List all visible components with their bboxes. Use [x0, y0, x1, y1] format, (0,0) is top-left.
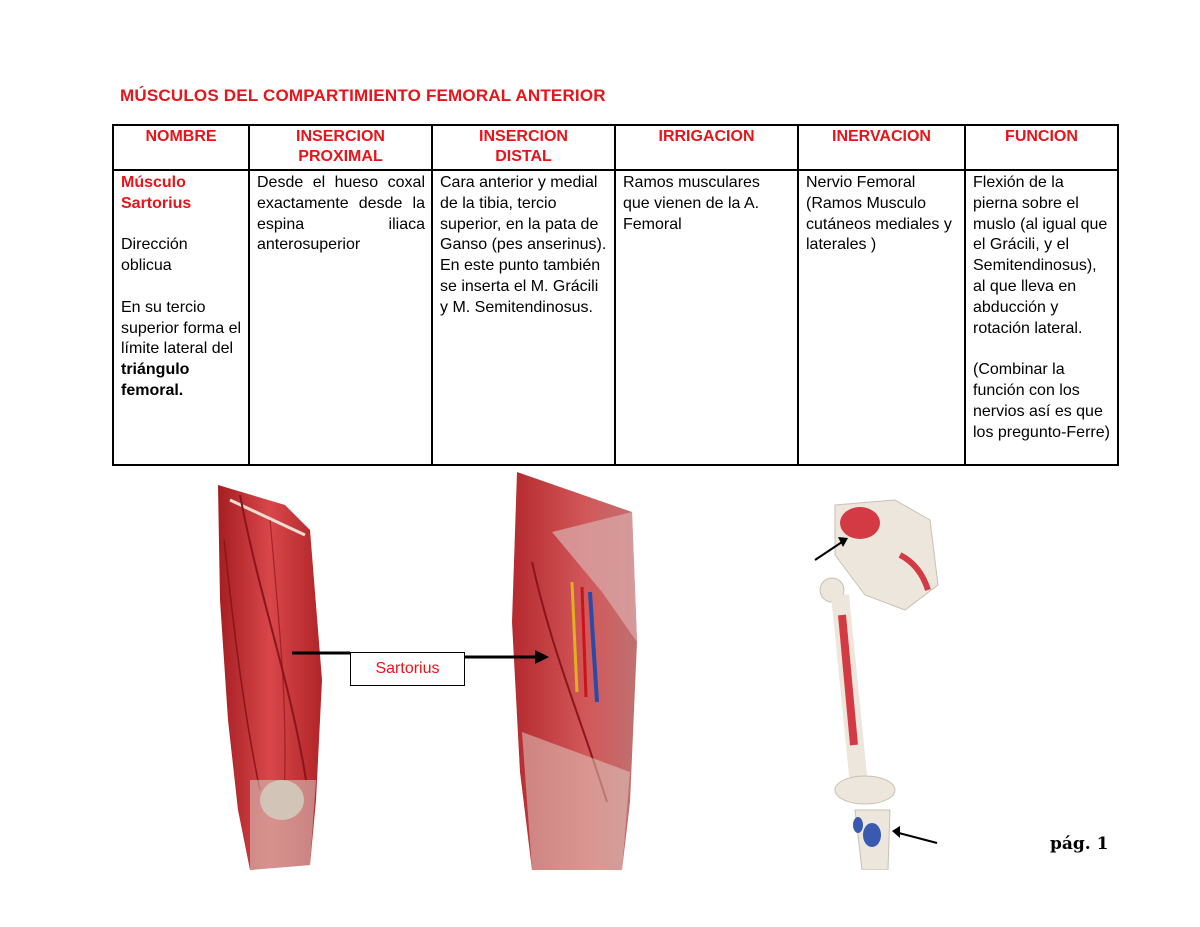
page-number: pág. 1 — [1050, 834, 1109, 854]
muscle-description-text: En su tercio superior forma el límite lateral del — [121, 298, 242, 358]
muscle-description — [121, 298, 242, 402]
muscle-name: Músculo Sartorius — [121, 174, 192, 212]
distal-text-1: Cara anterior y medial de la tibia, tercio superior, en la pata de Ganso (pes anserinus). — [440, 174, 607, 254]
funcion-text-1: Flexión de la pierna sobre el muslo (al igual que el Grácili, y el Semitendinosus), al que lleva en abducción y rotación lateral. — [973, 174, 1108, 337]
funcion-text-2: (Combinar la función con los nervios así es que los pregunto-Ferre) — [973, 361, 1110, 441]
cell-irrigacion: Ramos musculares que vienen de la A. Femoral — [615, 170, 798, 465]
header-irrigacion: IRRIGACION — [615, 125, 798, 170]
cell-insercion-proximal: Desde el hueso coxal exactamente desde la espina iliaca anterosuperior — [249, 170, 432, 465]
pelvis-femur-illustration — [810, 495, 945, 870]
header-insercion-distal: INSERCION DISTAL — [432, 125, 615, 170]
header-funcion: FUNCION — [965, 125, 1118, 170]
sartorius-label: Sartorius — [350, 652, 465, 686]
table-row — [113, 170, 1118, 465]
cell-inervacion: Nervio Femoral (Ramos Musculo cutáneos mediales y laterales ) — [798, 170, 965, 465]
header-inervacion: INERVACION — [798, 125, 965, 170]
thigh-muscles-illustration — [210, 480, 330, 875]
muscle-table — [112, 124, 1119, 466]
cell-funcion — [965, 170, 1118, 465]
cell-insercion-distal — [432, 170, 615, 465]
muscle-direction: Dirección oblicua — [121, 236, 188, 275]
header-insercion-proximal: INSERCION PROXIMAL — [249, 125, 432, 170]
page-title: MÚSCULOS DEL COMPARTIMIENTO FEMORAL ANTERIOR — [120, 86, 606, 105]
muscle-description-bold: triángulo femoral. — [121, 361, 190, 399]
thigh-dissection-illustration — [512, 472, 642, 872]
header-nombre: NOMBRE — [113, 125, 249, 170]
cell-nombre — [113, 170, 249, 465]
distal-text-2: En este punto también se inserta el M. Grácili y M. Semitendinosus. — [440, 257, 601, 316]
table-header-row — [113, 125, 1118, 170]
